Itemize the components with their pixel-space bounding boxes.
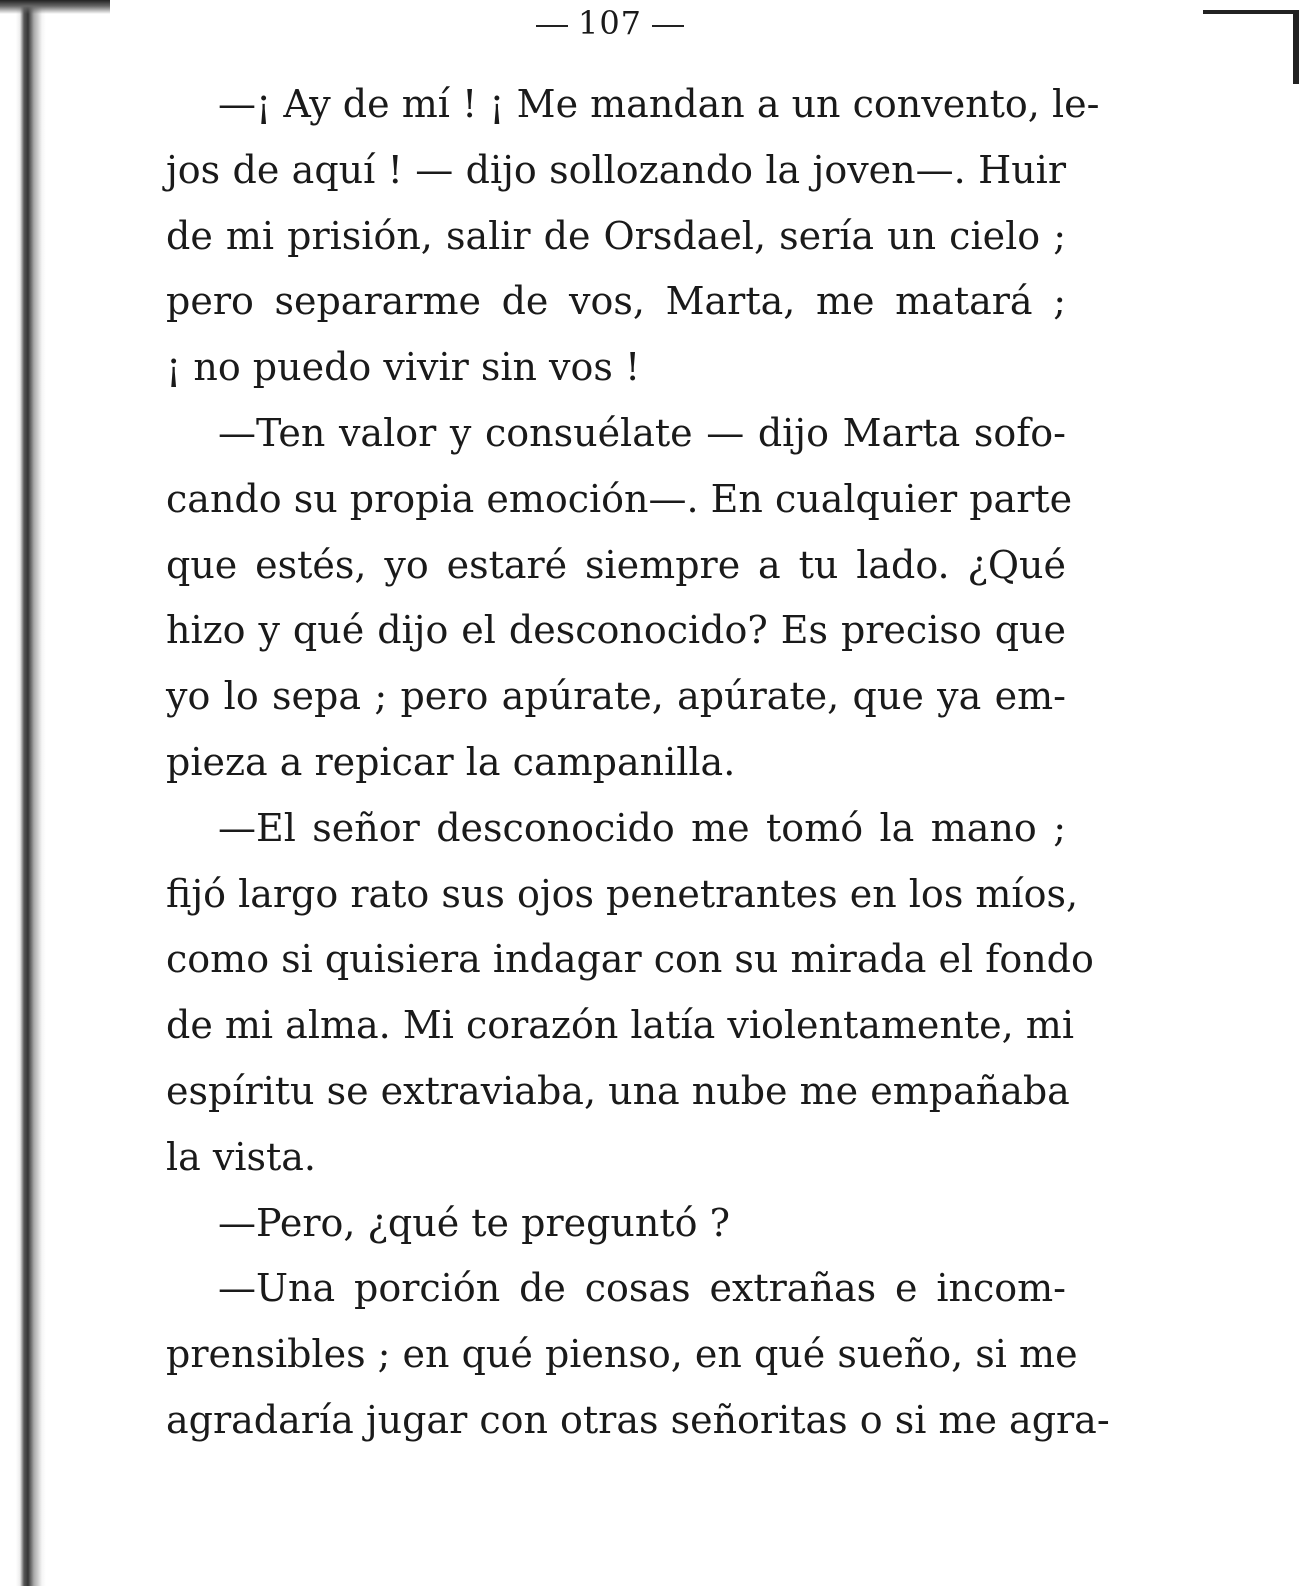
text-line: agradaría jugar con otras señoritas o si me agra-	[166, 1397, 1110, 1442]
text-line: espíritu se extraviaba, una nube me empañaba	[166, 1068, 1070, 1113]
page-number-value: 107	[577, 4, 643, 42]
page-number	[0, 4, 1220, 42]
text-line: de mi prisión, salir de Orsdael, sería un cielo ;	[166, 213, 1066, 258]
text-line: cando su propia emoción—. En cualquier parte	[166, 476, 1073, 521]
text-line: —Pero, ¿qué te preguntó ?	[218, 1200, 730, 1245]
text-line: pero separarme de vos, Marta, me matará ;	[166, 279, 1066, 324]
text-line: —El señor desconocido me tomó la mano ;	[218, 805, 1066, 850]
text-line: hizo y qué dijo el desconocido? Es preciso que	[166, 608, 1066, 653]
text-line: que estés, yo estaré siempre a tu lado. ¿Qué	[166, 542, 1066, 587]
page-number-dash-left	[536, 25, 568, 27]
text-line: como si quisiera indagar con su mirada el fondo	[166, 937, 1094, 982]
text-line: —¡ Ay de mí ! ¡ Me mandan a un convento, le-	[218, 82, 1100, 126]
text-line: yo lo sepa ; pero apúrate, apúrate, que ya em-	[166, 674, 1066, 719]
body-text	[166, 72, 1110, 1454]
text-line: —Una porción de cosas extrañas e incom-	[218, 1266, 1066, 1311]
text-line: fijó largo rato sus ojos penetrantes en los míos,	[166, 871, 1079, 916]
text-line: jos de aquí ! — dijo sollozando la joven—. Huir	[166, 147, 1066, 192]
text-line: pieza a repicar la campanilla.	[166, 739, 736, 784]
page-number-dash-right	[652, 25, 684, 27]
page-binding-edge	[0, 0, 46, 1586]
text-line: de mi alma. Mi corazón latía violentamente, mi	[166, 1003, 1074, 1048]
text-line: —Ten valor y consuélate — dijo Marta sofo-	[218, 410, 1066, 455]
text-line: la vista.	[166, 1134, 317, 1179]
text-line: ¡ no puedo vivir sin vos !	[166, 345, 641, 390]
text-line: prensibles ; en qué pienso, en qué sueño, si me	[166, 1332, 1078, 1377]
